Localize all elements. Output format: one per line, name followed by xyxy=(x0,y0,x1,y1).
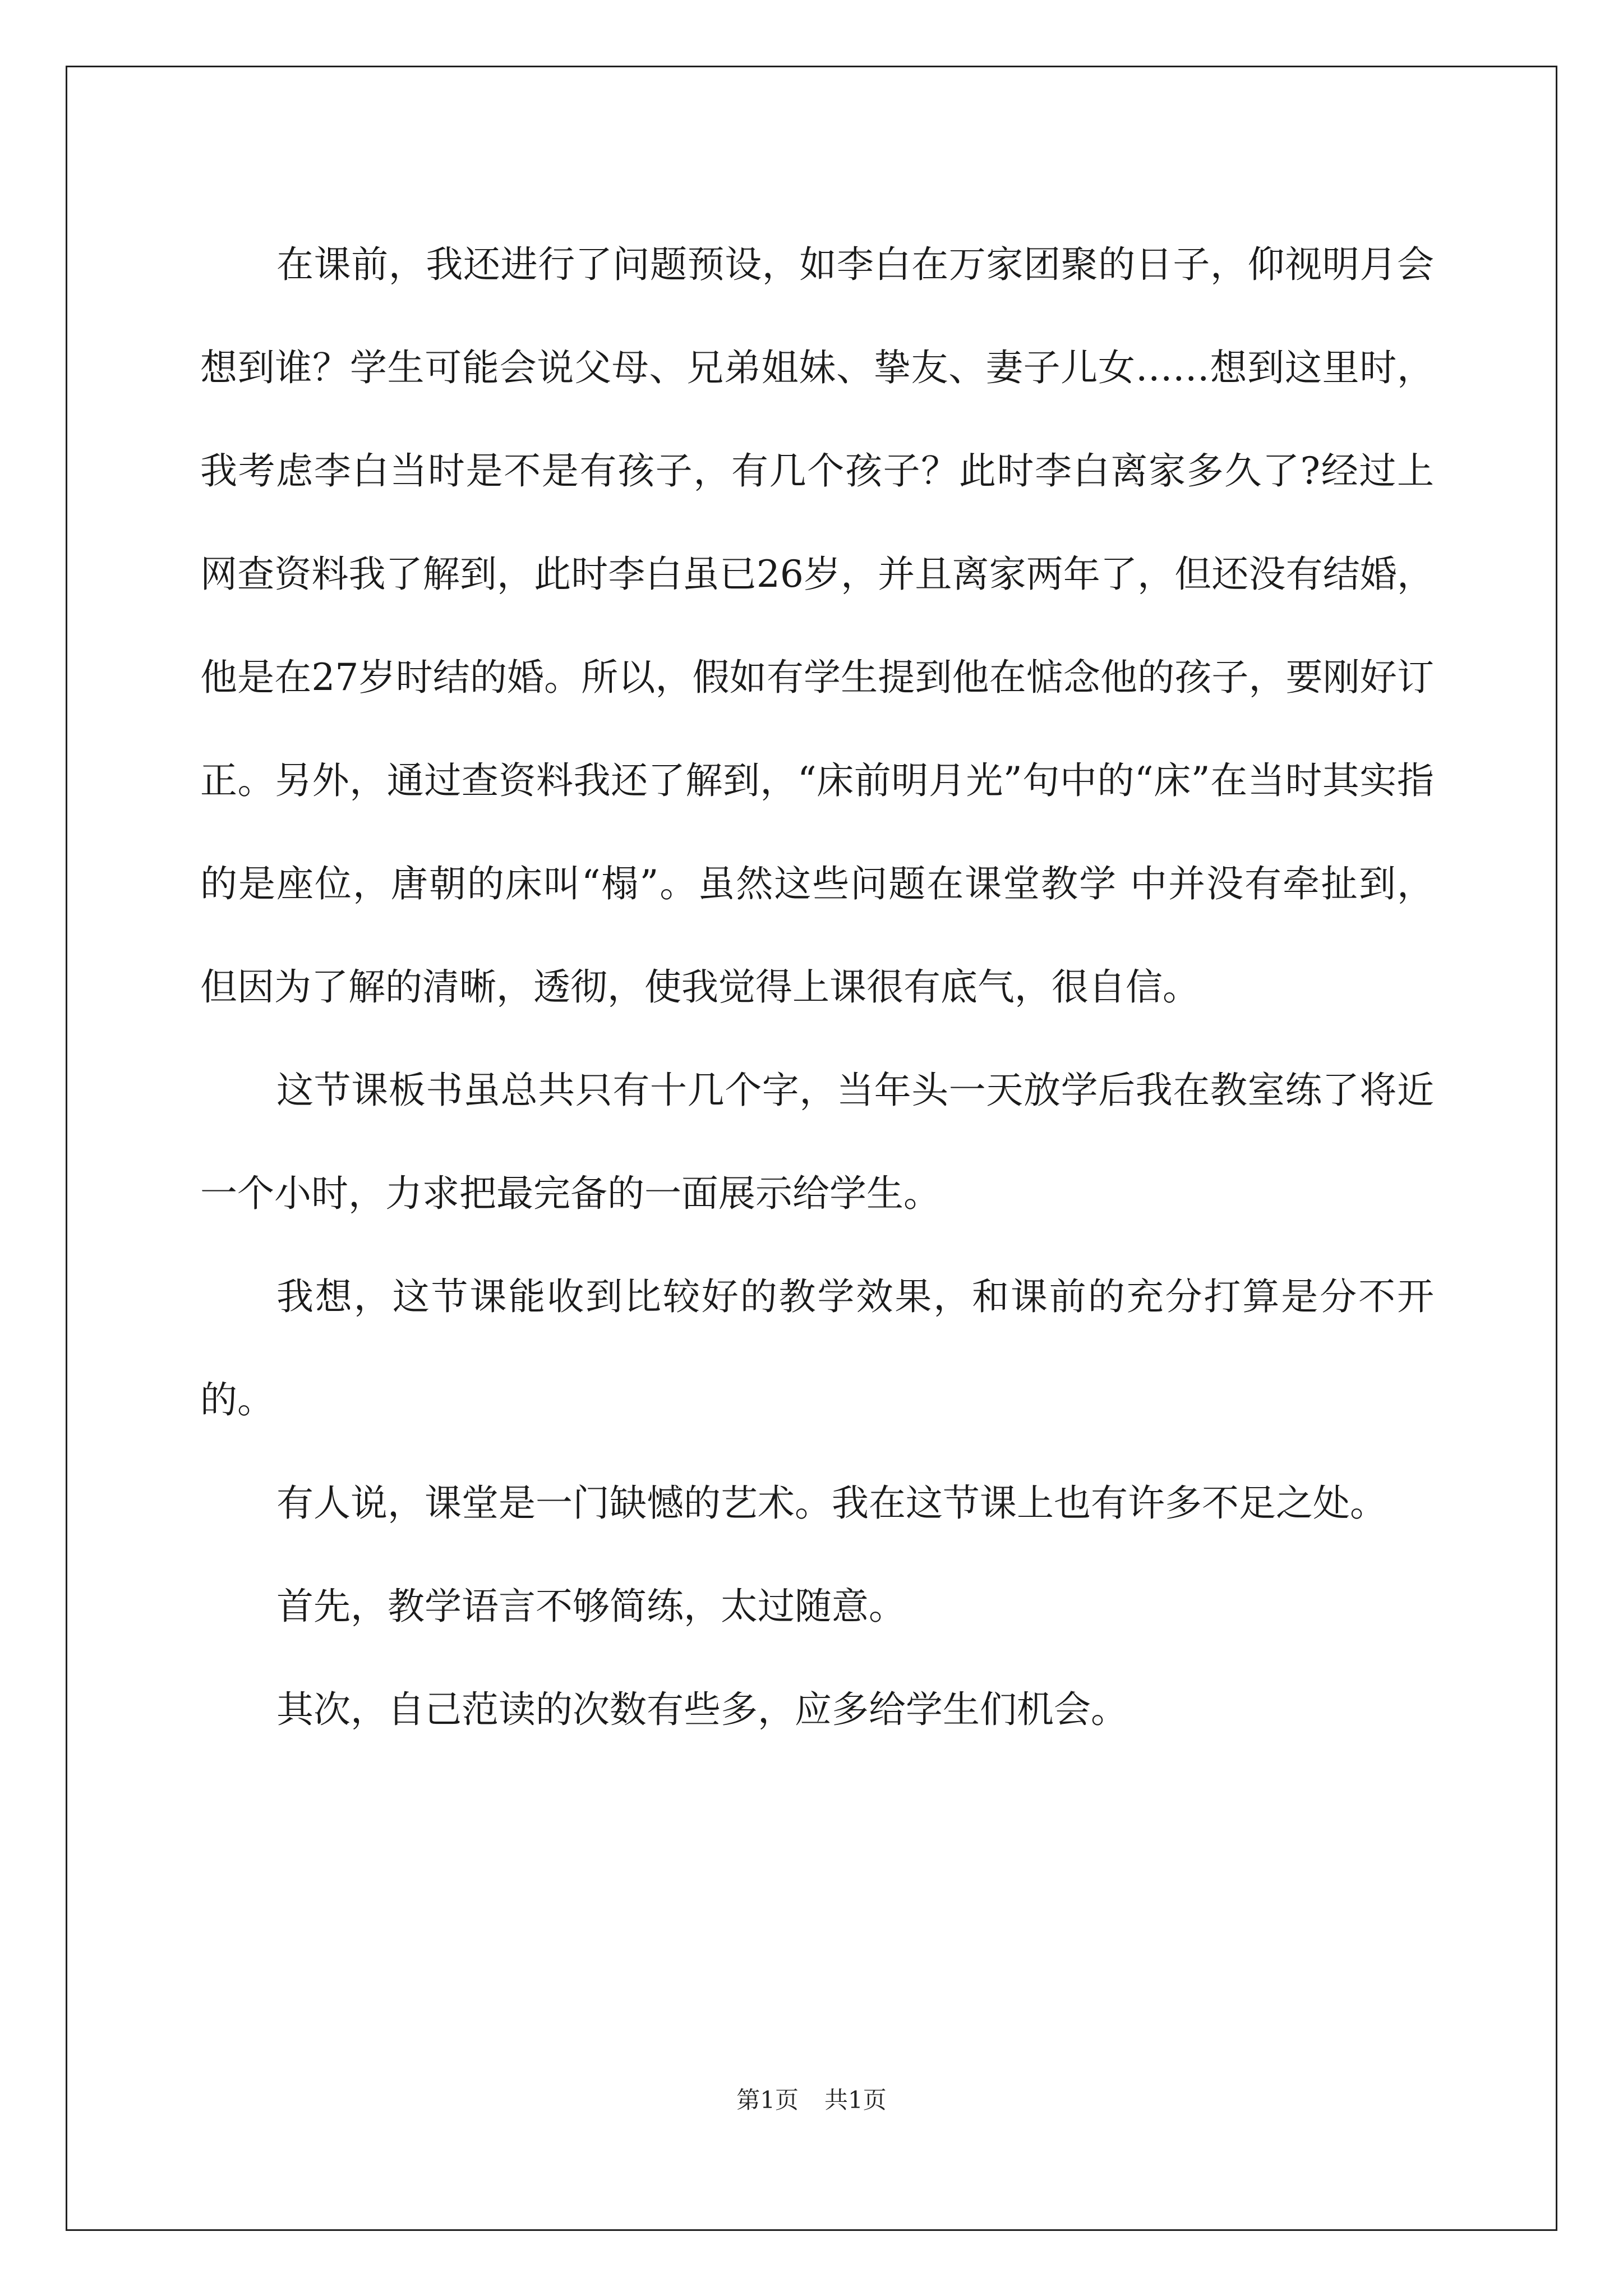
page-total: 共1页 xyxy=(824,2086,887,2114)
paragraph: 这节课板书虽总共只有十几个字，当年头一天放学后我在教室练了将近一个小时，力求把最完备的一面展示给学生。 xyxy=(200,1069,1434,1215)
page-footer xyxy=(0,2083,1623,2117)
document-body xyxy=(200,213,1434,1761)
paragraph: 有人说，课堂是一门缺憾的艺术。我在这节课上也有许多不足之处。 xyxy=(276,1481,1387,1525)
page-number: 第1页 xyxy=(736,2086,799,2114)
paragraph: 我想，这节课能收到比较好的教学效果，和课前的充分打算是分不开的。 xyxy=(200,1275,1434,1421)
paragraph: 在课前，我还进行了问题预设，如李白在万家团聚的日子，仰视明月会想到谁？学生可能会说父母、兄弟姐妹、挚友、妻子儿女……想到这里时，我考虑李白当时是不是有孩子，有几个孩子？此时李白离家多久了?经过上网查资料我了解到，此时李白虽已26岁，并且离家两年了，但还没有结婚，他是在27岁时结的婚。所以，假如有学生提到他在惦念他的孩子，要刚好订正。另外，通过查资料我还了解到，“床前明月光”句中的“床”在当时其实指的是座位，唐朝的床叫“榻”。虽然这些问题在课堂教学 中并没有牵扯到，但因为了解的清晰，透彻，使我觉得上课很有底气，很自信。 xyxy=(200,243,1434,1009)
paragraph: 首先，教学语言不够简练，太过随意。 xyxy=(276,1585,906,1628)
paragraph: 其次，自己范读的次数有些多，应多给学生们机会。 xyxy=(276,1688,1128,1731)
